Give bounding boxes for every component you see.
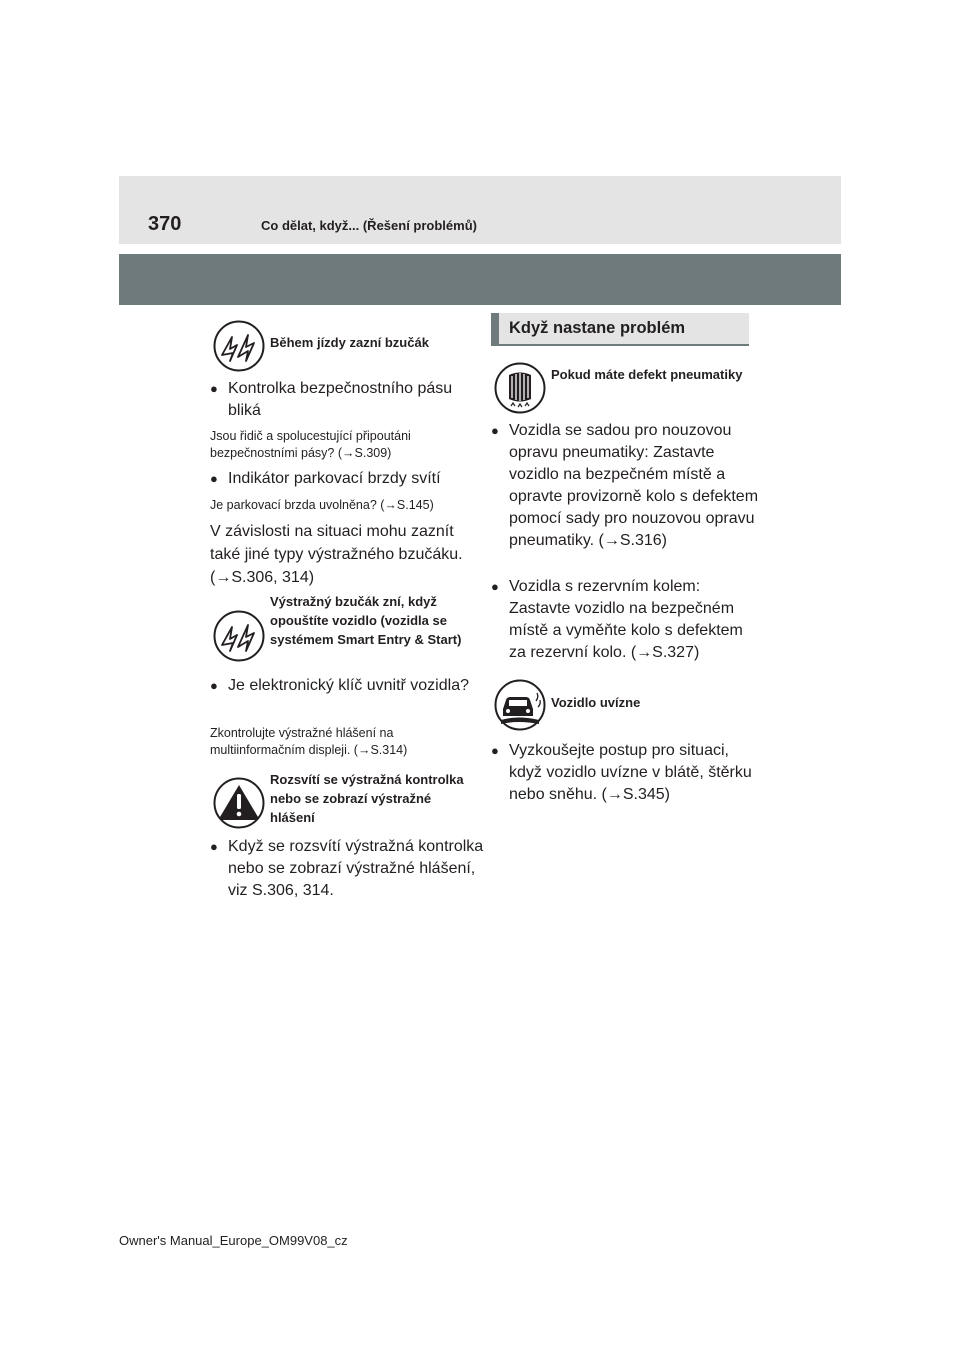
warning-light-bullet: ● Když se rozsvítí výstražná kontrolka nebo se zobrazí výstražné hlášení, viz S.306, 314.	[210, 836, 488, 902]
buzzer-leaving-label: Výstražný bzučák zní, když opouštíte vozidlo (vozidla se systémem Smart Entry & Start)	[270, 594, 462, 647]
parking-brake-bullet: ● Indikátor parkovací brzdy svítí	[210, 468, 488, 490]
key-inside-bullet: ● Je elektronický klíč uvnitř vozidla?	[210, 675, 483, 697]
warning-light-label: Rozsvítí se výstražná kontrolka nebo se zobrazí výstražné hlášení	[270, 772, 464, 825]
seatbelt-bullet: ● Kontrolka bezpečnostního pásu bliká	[210, 378, 483, 422]
parking-brake-note: Je parkovací brzda uvolněna? (→S.145)	[210, 498, 434, 512]
problem-box-header: Když nastane problém	[491, 313, 749, 344]
flat-tire-icon	[494, 362, 546, 414]
key-inside-note: Zkontrolujte výstražné hlášení na multiinformačním displeji. (→S.314)	[210, 726, 408, 757]
stuck-vehicle-label: Vozidlo uvízne	[551, 695, 641, 710]
stuck-vehicle-icon	[494, 679, 546, 731]
flat-tire-kit-bullet: ● Vozidla se sadou pro nouzovou opravu pneumatiky: Zastavte vozidlo na bezpečném místě a opravte provizorně kolo s defektem pomocí sady pro nouzovou opravu pneumatiky. (→S.316)	[491, 420, 764, 552]
spare-tire-bullet: ● Vozidla s rezervním kolem: Zastavte vozidlo na bezpečném místě a vyměňte kolo s defektem za rezervní kolo. (→S.327)	[491, 576, 764, 664]
warning-buzzer-icon	[213, 320, 265, 372]
stuck-vehicle-bullet: ● Vyzkoušejte postup pro situaci, když vozidlo uvízne v blátě, štěrku nebo sněhu. (→S.345)	[491, 740, 764, 806]
warning-buzzer-icon	[213, 610, 265, 662]
problem-box-rule	[491, 344, 749, 346]
flat-tire-label: Pokud máte defekt pneumatiky	[551, 367, 743, 382]
buzzer-driving-label: Během jízdy zazní bzučák	[270, 335, 429, 350]
section-title: Co dělat, když... (Řešení problémů)	[261, 218, 477, 233]
page-number: 370	[148, 213, 182, 235]
footer-manual-id: Owner's Manual_Europe_OM99V08_cz	[119, 1233, 348, 1248]
header-band	[119, 176, 841, 244]
warning-triangle-icon	[213, 777, 265, 829]
header-dark-band	[119, 254, 841, 305]
other-buzzer-paragraph: V závislosti na situaci mohu zaznít také jiné typy výstražného bzučáku. (→S.306, 314)	[210, 523, 463, 586]
seatbelt-note: Jsou řidič a spolucestující připoutáni bezpečnostními pásy? (→S.309)	[210, 429, 411, 460]
